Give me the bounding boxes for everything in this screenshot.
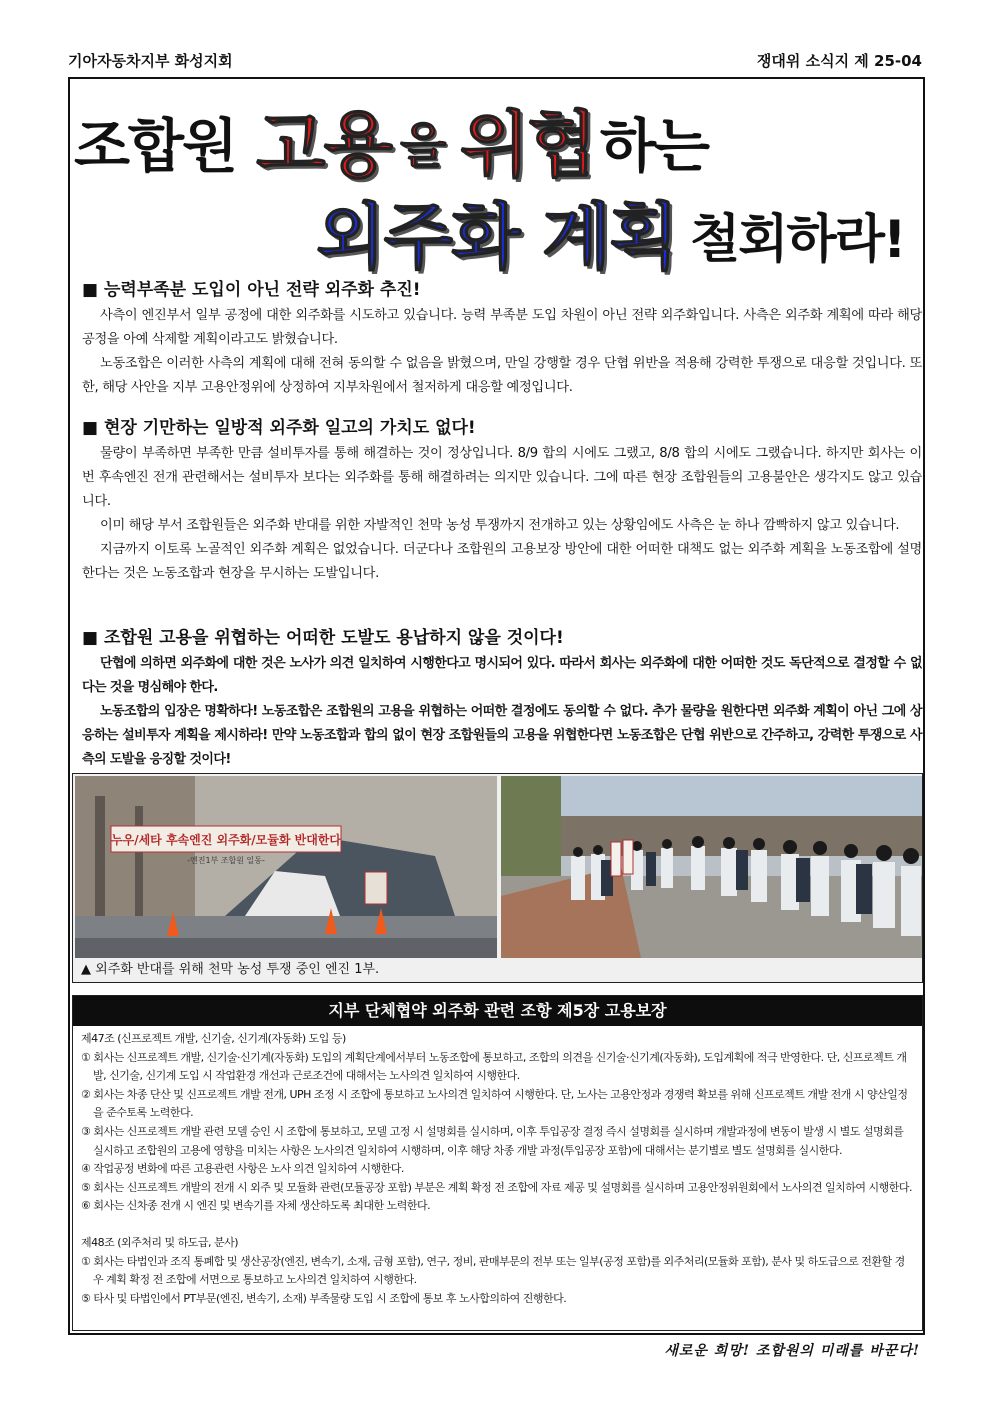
section-1	[82, 275, 922, 400]
headline-emphasis-red: 위협	[460, 103, 596, 187]
tent-protest-photo	[75, 776, 497, 958]
rally-photo	[501, 776, 922, 958]
headline-emphasis-red: 고용	[256, 103, 392, 187]
article-47-item: ⑥ 회사는 신차종 전개 시 엔진 및 변속기를 자체 생산하도록 최대한 노력한다.	[81, 1199, 431, 1213]
photo-caption: ▲ 외주화 반대를 위해 천막 농성 투쟁 중인 엔진 1부.	[81, 962, 380, 977]
article-body	[73, 1026, 922, 1308]
article-47-item: ② 회사는 차종 단산 및 신프로젝트 개발 전개, UPH 조정 시 조합에 통보하고 노사의견 일치하여 시행한다. 단, 노사는 고용안정과 경쟁력 확보를 위해 신프로젝트 개발 전개 시 양산일정을 준수토록 노력한다.	[81, 1087, 908, 1120]
article-48-item: ⑤ 타사 및 타법인에서 PT부문(엔진, 변속기, 소재) 부족물량 도입 시 조합에 통보 후 노사합의하여 진행한다.	[81, 1291, 567, 1305]
page-header	[68, 50, 922, 72]
headline-word: 하는	[600, 112, 709, 180]
headline-word: 철회하라!	[690, 210, 905, 270]
article-47-item: ④ 작업공정 변화에 따른 고용관련 사항은 노사 의견 일치하여 시행한다.	[81, 1162, 404, 1176]
article-47-item: ⑤ 회사는 신프로젝트 개발의 전개 시 외주 및 모듈화 관련(모듈공장 포함) 부분은 계획 확정 전 조합에 자료 제공 및 설명회를 실시하며 고용안정위원회에서 노사의견 일치하여 시행한다.	[81, 1180, 913, 1194]
headline-emphasis-blue: 외주화 계획	[316, 195, 677, 279]
headline-line-2	[70, 179, 923, 279]
article-48-title: 제48조 (외주처리 및 하도급, 분사)	[81, 1235, 239, 1249]
section-paragraph: 단협에 의하면 외주화에 대한 것은 노사가 의견 일치하여 시행한다고 명시되어 있다. 따라서 회사는 외주화에 대한 어떠한 것도 독단적으로 결정할 수 없다는 것을 명심해야 한다.	[82, 656, 922, 695]
article-48-item: ① 회사는 타법인과 조직 통폐합 및 생산공장(엔진, 변속기, 소재, 금형 포함), 연구, 정비, 판매부문의 전부 또는 일부(공정 포함)를 외주처리(모듈화 포함), 분사 및 하도급으로 전환할 경우 계획 확정 전 조합에 서면으로 통보하고 노사의견 일치하여 시행한다.	[81, 1254, 905, 1287]
photo-panel	[72, 773, 923, 983]
article-heading: 지부 단체협약 외주화 관련 조항 제5장 고용보장	[73, 996, 922, 1026]
section-paragraph: 노동조합은 이러한 사측의 계획에 대해 전혀 동의할 수 없음을 밝혔으며, 만일 강행할 경우 단협 위반을 적용해 강력한 투쟁으로 대응할 것입니다. 또한, 해당 사안을 지부 고용안정위에 상정하여 지부차원에서 철저하게 대응할 예정입니다.	[82, 356, 922, 395]
headline-line-1	[70, 87, 923, 187]
section-paragraph: 물량이 부족하면 부족한 만큼 설비투자를 통해 해결하는 것이 정상입니다. 8/9 합의 시에도 그랬고, 8/8 합의 시에도 그랬습니다. 하지만 회사는 이번 후속엔진 전개 관련해서는 설비투자 보다는 외주화를 통해 해결하려는 의지만 있습니다. 그에 따른 현장 조합원들의 고용불안은 생각지도 않고 있습니다.	[82, 446, 922, 509]
newsletter-frame	[68, 77, 925, 1335]
article-47-title: 제47조 (신프로젝트 개발, 신기술, 신기계(자동화) 도입 등)	[81, 1032, 346, 1045]
agreement-article-box	[72, 995, 923, 1331]
section-paragraph: 지금까지 이토록 노골적인 외주화 계획은 없었습니다. 더군다나 조합원의 고용보장 방안에 대한 어떠한 대책도 없는 외주화 계획을 노동조합에 설명한다는 것은 노동조합과 현장을 무시하는 도발입니다.	[82, 542, 922, 581]
union-name: 기아자동차지부 화성지회	[68, 52, 233, 70]
section-heading: ■ 현장 기만하는 일방적 외주화 일고의 가치도 없다!	[82, 418, 476, 438]
section-paragraph: 사측이 엔진부서 일부 공정에 대한 외주화를 시도하고 있습니다. 능력 부족분 도입 차원이 아닌 전략 외주화입니다. 사측은 외주화 계획에 따라 해당 공정을 아예 삭제할 계획이라고도 밝혔습니다.	[82, 308, 922, 347]
section-heading: ■ 능력부족분 도입이 아닌 전략 외주화 추진!	[82, 280, 421, 300]
section-paragraph: 노동조합의 입장은 명확하다! 노동조합은 조합원의 고용을 위협하는 어떠한 결정에도 동의할 수 없다. 추가 물량을 원한다면 외주화 계획이 아닌 그에 상응하는 설비투자 계획을 제시하라! 만약 노동조합과 합의 없이 현장 조합원들의 고용을 위협한다면 노동조합은 단협 위반으로 간주하고, 강력한 투쟁으로 사측의 도발을 응징할 것이다!	[82, 704, 922, 767]
newsletter-issue: 쟁대위 소식지 제 25-04	[756, 52, 922, 70]
tent-protest-illustration	[75, 776, 497, 958]
section-3	[82, 623, 922, 772]
protest-banner-subtext: -엔진1부 조합원 일동-	[187, 856, 265, 865]
section-paragraph: 이미 해당 부서 조합원들은 외주화 반대를 위한 자발적인 천막 농성 투쟁까지 전개하고 있는 상황임에도 사측은 눈 하나 깜빡하지 않고 있습니다.	[100, 518, 900, 533]
section-heading: ■ 조합원 고용을 위협하는 어떠한 도발도 용납하지 않을 것이다!	[82, 628, 564, 648]
footer-slogan: 새로운 희망! 조합원의 미래를 바꾼다!	[664, 1343, 920, 1359]
article-47-item: ③ 회사는 신프로젝트 개발 관련 모델 승인 시 조합에 통보하고, 모델 고정 시 설명회를 실시하며, 이후 투입공장 결정 즉시 설명회를 실시하며 개발과정에 변동이 발생 시 별도 설명회를 실시하고 조합원의 고용에 영향을 미치는 사항은 노사의견 일치하여 시행하며, 이후 해당 차종 개발 과정(투입공장 포함)에 대해서는 분기별로 별도 설명회를 실시한다.	[81, 1124, 904, 1157]
protest-banner-text: 누우/세타 후속엔진 외주화/모듈화 반대한다	[111, 833, 341, 847]
article-47-item: ① 회사는 신프로젝트 개발, 신기술·신기계(자동화) 도입의 계획단계에서부터 노동조합에 통보하고, 조합의 의견을 신기술·신기계(자동화), 도입계획에 적극 반영한다. 단, 신프로젝트 개발, 신기술, 신기계 도입 시 작업환경 개선과 근로조건에 대해서는 노사의견 일치하여 시행한다.	[81, 1050, 907, 1083]
rally-illustration	[501, 776, 922, 958]
section-2	[82, 413, 922, 586]
headline-emphasis-red: 을	[400, 118, 445, 174]
headline-word: 조합원	[74, 112, 237, 180]
